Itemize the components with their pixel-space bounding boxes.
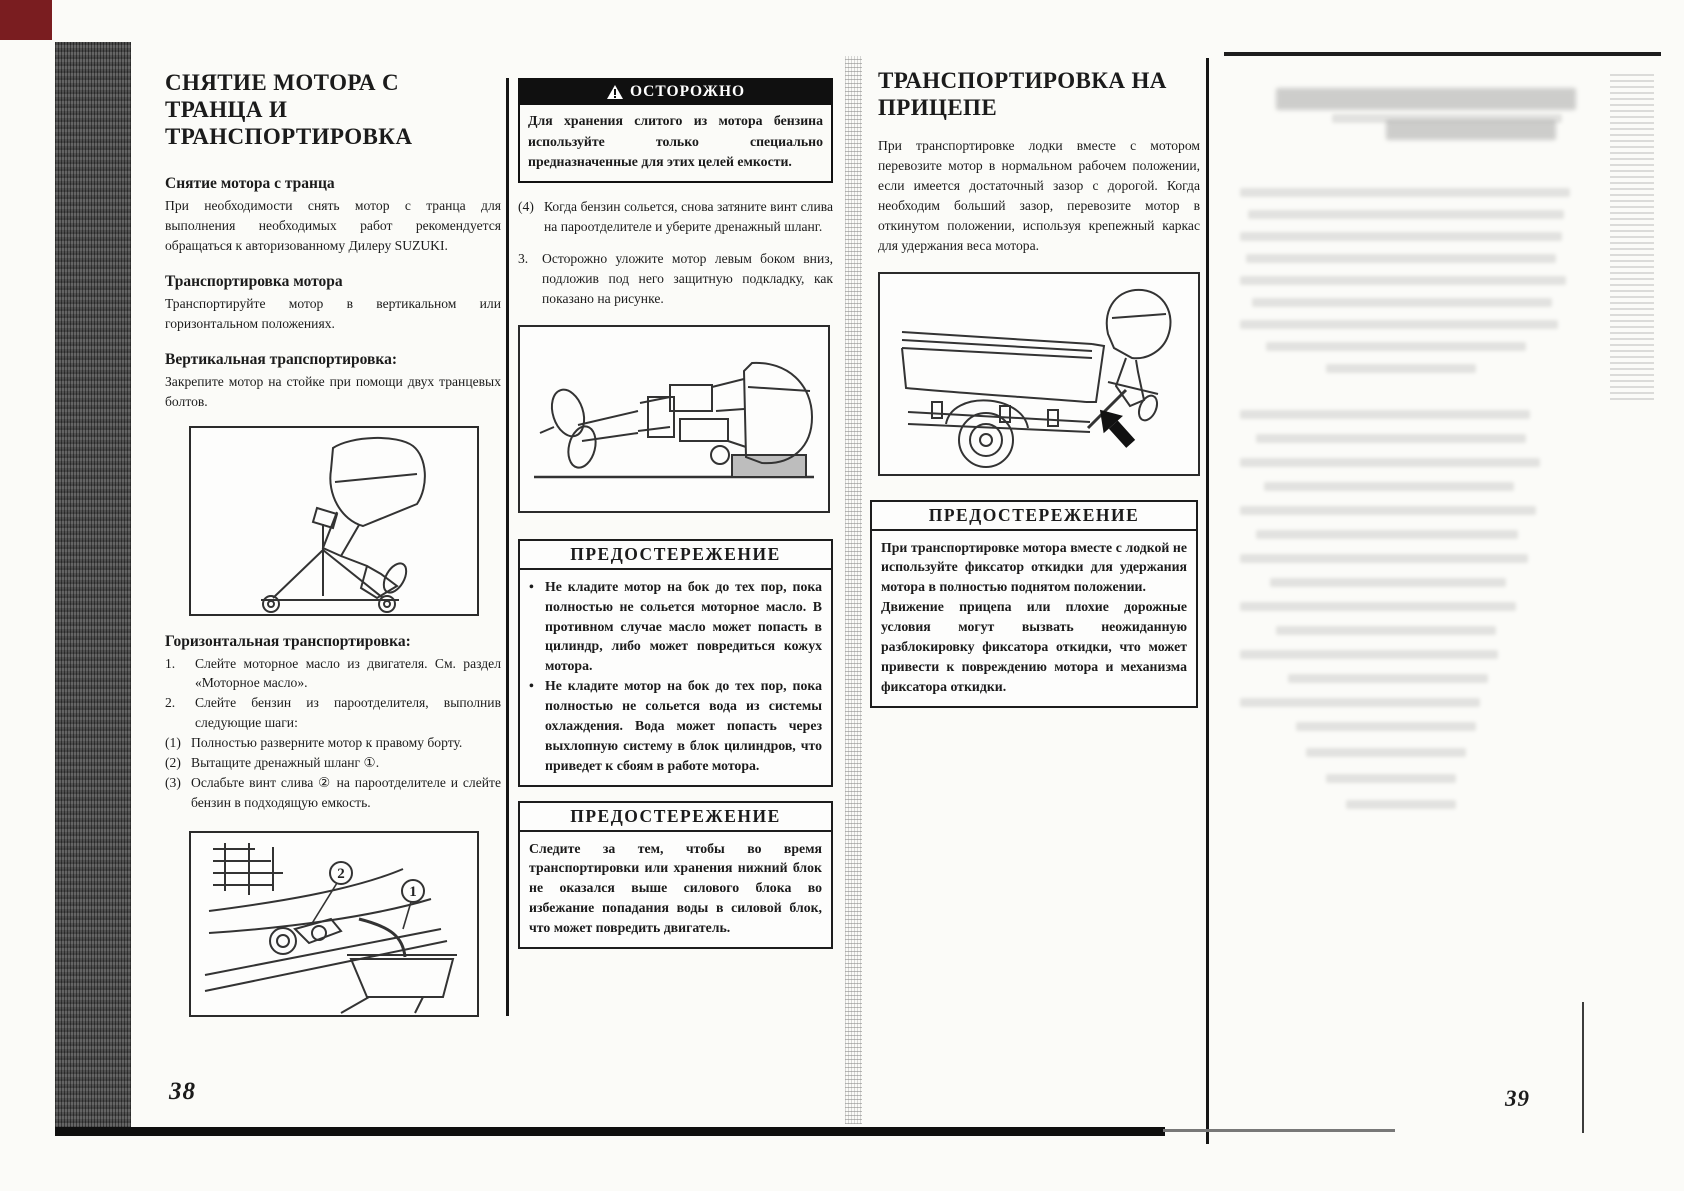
section-title-vertical: Вертикальная трапспортировка: — [165, 350, 397, 368]
bleed-through-line — [1240, 506, 1536, 515]
figure-motor-on-side — [518, 325, 830, 513]
warning-banner — [520, 80, 831, 105]
section-title-transport: Транспортировка мотора — [165, 272, 343, 290]
step-3: 3. Осторожно уложите мотор левым боком вниз, подложив под него защитную подкладку, как показано на рисунке. — [518, 251, 833, 306]
bleed-through-line — [1276, 626, 1496, 635]
page-number-39: 39 — [1505, 1086, 1530, 1111]
bleed-through-line — [1240, 554, 1528, 563]
bleed-through-line — [1240, 458, 1540, 467]
callout-1: 1 — [409, 884, 417, 901]
warning-box — [518, 78, 833, 183]
warning-triangle-icon — [606, 84, 624, 100]
section-body-removal: При необходимости снять мотор с транца для выполнения необходимых работ рекомендуется обращаться к авторизованному Дилеру SUZUKI. — [165, 197, 501, 253]
page-title: СНЯТИЕ МОТОРА С ТРАНЦА И ТРАНСПОРТИРОВКА — [165, 70, 413, 149]
bleed-through-line — [1296, 722, 1476, 731]
bleed-through-text — [1236, 80, 1632, 940]
figure-motor-on-stand — [189, 426, 479, 616]
bleed-through-line — [1288, 674, 1488, 683]
bleed-through-line — [1332, 114, 1562, 123]
warning-body: Для хранения слитого из мотора бензина используйте только специально предназначенные для этих целей емкости. — [528, 113, 823, 170]
caution-box-2 — [518, 801, 833, 949]
figure-fuel-drain — [189, 831, 479, 1017]
binding-strip — [55, 42, 131, 1128]
section-title-removal: Снятие мотора с транца — [165, 174, 335, 192]
bleed-through-line — [1240, 410, 1530, 419]
list-item: (3) Ослабьте винт слива ② на пароотделителе и слейте бензин в подходящую емкость. — [165, 775, 501, 811]
page39-column-1 — [878, 68, 1200, 708]
bleed-through-line — [1252, 298, 1552, 307]
bleed-through-line — [1240, 650, 1498, 659]
caution-title: ПРЕДОСТЕРЕЖЕНИЕ — [520, 541, 831, 570]
warning-title: ОСТОРОЖНО — [629, 83, 746, 100]
list-item: 2. Слейте бензин из пароотделителя, выполнив следующие шаги: — [165, 695, 501, 731]
list-item: (2) Вытащите дренажный шланг ①. — [165, 755, 380, 771]
motor-on-side-drawing — [520, 327, 828, 511]
callout-2: 2 — [337, 866, 345, 883]
motor-on-stand-drawing — [191, 428, 477, 614]
list-item: (1) Полностью разверните мотор к правому борту. — [165, 735, 463, 751]
bleed-through-line — [1240, 602, 1516, 611]
step-4: (4) Когда бензин сольется, снова затяните винт слива на пароотделителе и уберите дренажный шланг. — [518, 199, 833, 235]
bottom-scan-bar-thin — [1163, 1129, 1395, 1132]
page38-column-1 — [165, 70, 501, 1023]
caution-bullet: • Не кладите мотор на бок до тех пор, пока полностью не сольется вода из системы охлаждения. Вода может попасть через выхлопную систему в блок цилиндров, что приведет к сбоям в работе мотора. — [529, 678, 822, 773]
section-body-vertical: Закрепите мотор на стойке при помощи двух транцевых болтов. — [165, 373, 501, 409]
caution-box-39 — [870, 500, 1198, 708]
page-gutter — [845, 56, 862, 1124]
caution-title: ПРЕДОСТЕРЕЖЕНИЕ — [520, 803, 831, 832]
caution-title: ПРЕДОСТЕРЕЖЕНИЕ — [872, 502, 1196, 531]
bleed-through-line — [1240, 188, 1570, 197]
bleed-through-line — [1240, 276, 1566, 285]
bleed-through-line — [1264, 482, 1514, 491]
scan-corner-mark — [0, 0, 52, 40]
bottom-scan-bar — [55, 1127, 1165, 1136]
section-title-horizontal: Горизонтальная транспортировка: — [165, 632, 411, 650]
bleed-through-line — [1346, 800, 1456, 809]
bleed-through-line — [1266, 342, 1526, 351]
bleed-through-line — [1256, 530, 1518, 539]
caution-paragraph: Движение прицепа или плохие дорожные условия могут вызвать неожиданную разблокировку фиксатора откидки, что может привести к повреждению мотора и механизма фиксатора откидки. — [881, 599, 1187, 694]
bleed-through-line — [1326, 774, 1456, 783]
caution-bullet: • Не кладите мотор на бок до тех пор, пока полностью не сольется моторное масло. В противном случае масло может попасть в цилиндр, либо может повредиться кожух мотора. — [529, 578, 822, 674]
list-item: 1. Слейте моторное масло из двигателя. См. раздел «Моторное масло». — [165, 655, 501, 691]
caution-box-1 — [518, 539, 833, 787]
arrow-support-rod — [1090, 401, 1140, 453]
caution-body: Следите за тем, чтобы во время транспортировки или хранения нижний блок не оказался выше силового блока во избежание попадания воды в силовой блок, что может повредить двигатель. — [529, 840, 822, 935]
bleed-through-line — [1240, 320, 1558, 329]
column-divider-page39 — [1206, 58, 1209, 1144]
bleed-through-line — [1306, 748, 1466, 757]
fuel-drain-drawing — [191, 833, 477, 1015]
bleed-through-line — [1240, 232, 1562, 241]
page39-top-rule — [1224, 52, 1661, 56]
section-body-transport: Транспортируйте мотор в вертикальном или горизонтальном положениях. — [165, 295, 501, 331]
page39-intro: При транспортировке лодки вместе с мотором перевозите мотор в нормальном рабочем положении, если имеется достаточный зазор с дорогой. Когда необходим больший зазор, перевозите мотор в откинутом положении, используя крепежный каркас для удержания веса мотора. — [878, 137, 1200, 253]
bleed-through-line — [1270, 578, 1506, 587]
bleed-through-line — [1240, 698, 1480, 707]
figure-boat-on-trailer — [878, 272, 1200, 476]
page-title-39: ТРАНСПОРТИРОВКА НА ПРИЦЕПЕ — [878, 68, 1167, 120]
bleed-through-line — [1246, 254, 1556, 263]
boat-on-trailer-drawing — [880, 274, 1198, 474]
column-divider-page38 — [506, 78, 509, 1016]
page38-column-2 — [518, 78, 833, 949]
bleed-through-line — [1248, 210, 1564, 219]
page39-right-rule — [1582, 1002, 1584, 1133]
bleed-through-line — [1256, 434, 1526, 443]
bleed-through-line — [1326, 364, 1476, 373]
caution-paragraph: При транспортировке мотора вместе с лодкой не используйте фиксатор откидки для удержания мотора в полностью поднятом положении. — [881, 539, 1187, 595]
page-number-38: 38 — [169, 1078, 196, 1105]
